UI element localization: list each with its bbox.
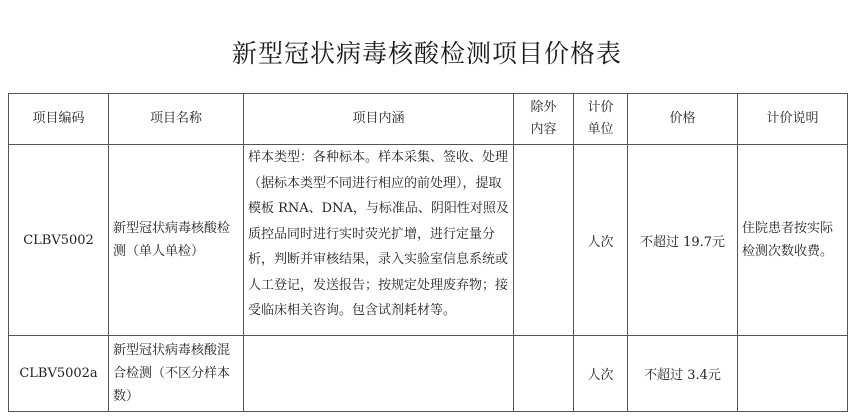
header-note: 计价说明 — [738, 94, 848, 145]
cell-content — [244, 336, 514, 412]
cell-excluded — [514, 145, 574, 336]
cell-code: CLBV5002 — [9, 145, 109, 336]
table-row — [9, 336, 848, 412]
cell-excluded — [514, 336, 574, 412]
cell-note — [738, 336, 848, 412]
header-price: 价格 — [628, 94, 738, 145]
cell-note: 住院患者按实际检测次数收费。 — [738, 145, 848, 336]
cell-unit: 人次 — [574, 336, 628, 412]
cell-unit: 人次 — [574, 145, 628, 336]
header-unit — [574, 94, 628, 145]
cell-content: 样本类型：各种标本。样本采集、签收、处理（据标本类型不同进行相应的前处理），提取模板 RNA、DNA，与标准品、阴阳性对照及质控品同时进行实时荧光扩增，进行定量分析，判断并审核结果，录入实验室信息系统或人工登记，发送报告；按规定处理废弃物；接受临床相关咨询。包含试剂耗材等。 — [244, 145, 514, 336]
page-title: 新型冠状病毒核酸检测项目价格表 — [231, 39, 622, 68]
cell-code: CLBV5002a — [9, 336, 109, 412]
cell-price: 不超过 3.4元 — [628, 336, 738, 412]
table-header-row — [9, 94, 848, 145]
cell-price: 不超过 19.7元 — [628, 145, 738, 336]
header-unit-line2: 单位 — [587, 122, 614, 137]
header-excluded — [514, 94, 574, 145]
header-content: 项目内涵 — [244, 94, 514, 145]
cell-name: 新型冠状病毒核酸混合检测（不区分样本数） — [109, 336, 244, 412]
price-table — [8, 93, 848, 412]
cell-name: 新型冠状病毒核酸检测（单人单检） — [109, 145, 244, 336]
header-unit-line1: 计价 — [587, 100, 614, 115]
table-row — [9, 145, 848, 336]
header-excluded-line1: 除外 — [530, 100, 557, 115]
header-excluded-line2: 内容 — [530, 122, 557, 137]
header-code: 项目编码 — [9, 94, 109, 145]
header-name: 项目名称 — [109, 94, 244, 145]
